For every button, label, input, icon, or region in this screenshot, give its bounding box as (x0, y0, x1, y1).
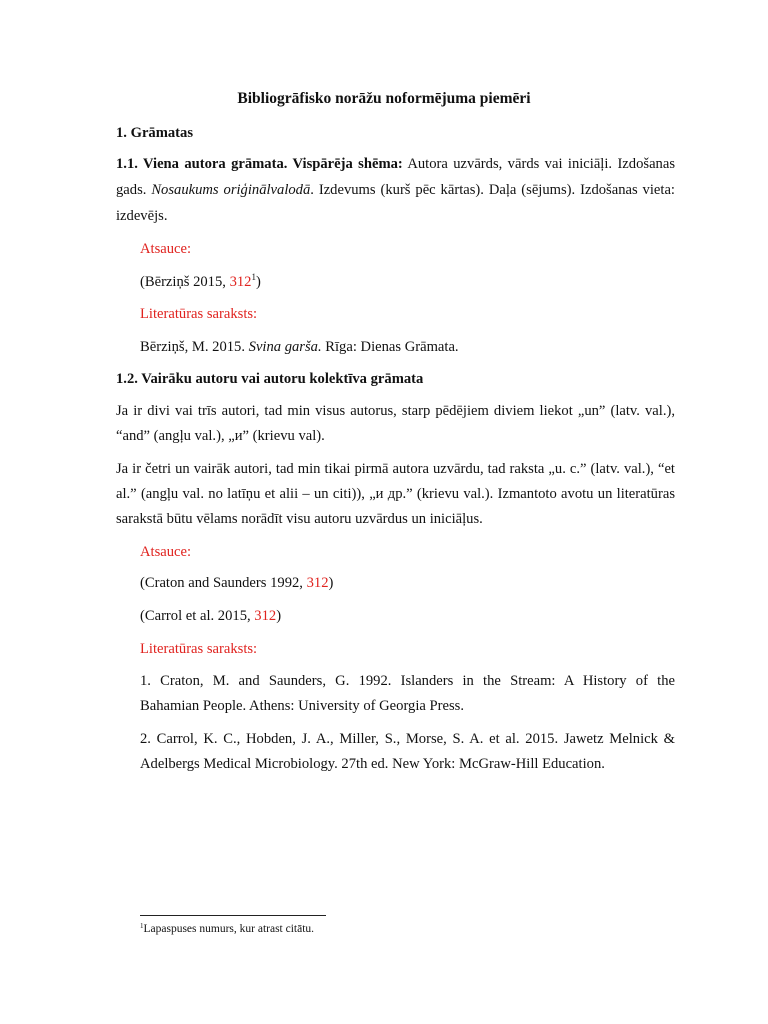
citation-page-number: 312 (254, 608, 277, 624)
footnote-number: 1 (140, 922, 144, 930)
s11-literature-label: Literatūras saraksts: (140, 306, 258, 322)
s12-reference-1-line-2: Bahamian People. Athens: University of Georgia Press. (140, 698, 464, 714)
s12-p1-line-1: Ja ir divi vai trīs autori, tad min visus autorus, starp pēdējiem diviem liekot „un” (latv. val.), (116, 403, 675, 419)
s12-p2-line-1: Ja ir četri un vairāk autori, tad min tikai pirmā autora uzvārdu, tad raksta „u. c.” (latv. val.), “et (116, 461, 675, 477)
s11-line-1: 1.1. Viena autora grāmata. Vispārēja shēma: Autora uzvārds, vārds vai iniciāļi. Izdošanas (116, 156, 675, 172)
s12-citation-1: (Craton and Saunders 1992, 312) (140, 575, 334, 591)
s12-citation-2: (Carrol et al. 2015, 312) (140, 608, 282, 624)
s12-atsauce-label: Atsauce: (140, 544, 192, 560)
footnote (140, 922, 314, 936)
citation-page-number: 312 (306, 575, 329, 591)
s12-literature-label: Literatūras saraksts: (140, 641, 258, 657)
s11-line-2: gads. Nosaukums oriģinālvalodā. Izdevums (kurš pēc kārtas). Daļa (sējums). Izdošanas vieta: (116, 182, 675, 198)
s11-atsauce-label: Atsauce: (140, 241, 192, 257)
s12-reference-2-line-2: Adelbergs Medical Microbiology. 27th ed. New York: McGraw-Hill Education. (140, 756, 605, 772)
s11-heading: 1.1. Viena autora grāmata. Vispārēja shēma: (116, 156, 403, 172)
s11-reference: Bērziņš, M. 2015. Svina garša. Rīga: Dienas Grāmata. (140, 339, 459, 355)
footnote-separator (140, 915, 326, 916)
s12-p2-line-3: sarakstā būtu vēlams norādīt visu autoru uzvārdus un iniciāļus. (116, 511, 483, 527)
section-heading-books: 1. Grāmatas (116, 125, 194, 141)
s12-reference-1-line-1: 1. Craton, M. and Saunders, G. 1992. Islanders in the Stream: A History of the (140, 673, 675, 689)
s12-p2-line-2: al.” (angļu val. no latīņu et alii – un citi)), „и др.” (krievu val.). Izmantoto avotu un literatūras (116, 486, 675, 502)
s11-citation: (Bērziņš 2015, $312^1$) (140, 272, 261, 290)
s12-reference-2-line-1: 2. Carrol, K. C., Hobden, J. A., Miller, S., Morse, S. A. et al. 2015. Jawetz Melnick & (140, 731, 675, 747)
s11-line-3: izdevējs. (116, 208, 168, 224)
footnote-text: Lapaspuses numurs, kur atrast citātu. (143, 923, 315, 935)
s12-heading: 1.2. Vairāku autoru vai autoru kolektīva grāmata (116, 371, 424, 387)
citation-page-number: 312 (229, 274, 252, 290)
s12-p1-line-2: “and” (angļu val.), „и” (krievu val). (116, 428, 325, 444)
page-title: Bibliogrāfisko norāžu noformējuma piemēri (237, 90, 531, 107)
footnote-marker: 1 (251, 272, 256, 282)
